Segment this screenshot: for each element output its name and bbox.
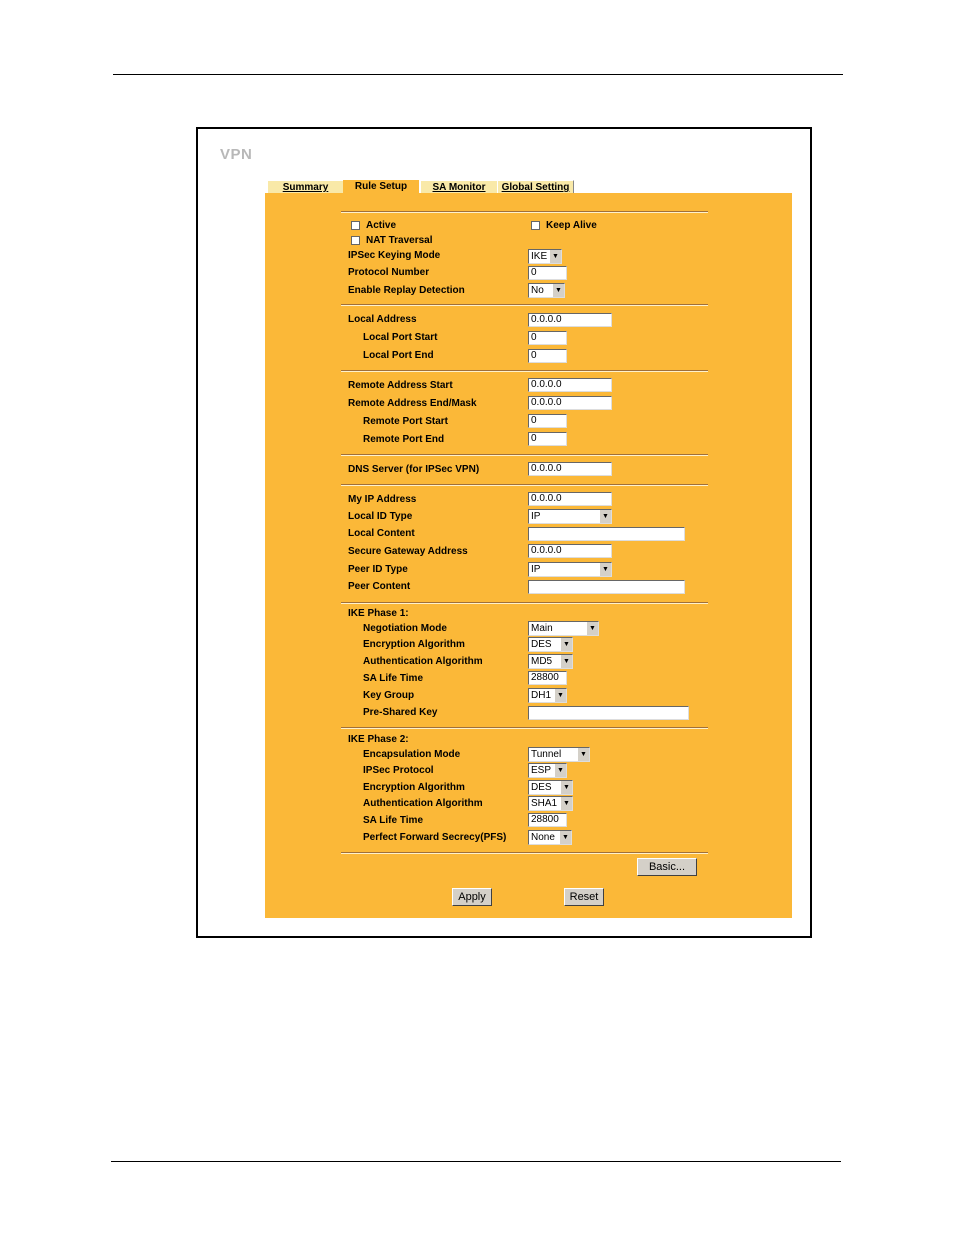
phase1-encryption-label: Encryption Algorithm	[363, 639, 465, 650]
phase2-sa-life-input[interactable]: 28800	[528, 813, 567, 827]
phase2-authentication-select[interactable]	[528, 796, 573, 811]
remote-port-end-label: Remote Port End	[363, 434, 445, 445]
local-port-end-input[interactable]: 0	[528, 349, 567, 363]
dns-server-input[interactable]: 0.0.0.0	[528, 462, 612, 476]
active-checkbox[interactable]	[351, 221, 360, 230]
divider	[341, 852, 708, 854]
chevron-down-icon[interactable]: ▼	[599, 563, 611, 576]
phase2-encryption-select[interactable]	[528, 780, 573, 795]
divider	[341, 370, 708, 372]
phase1-authentication-label: Authentication Algorithm	[363, 656, 483, 667]
ike-phase1-heading: IKE Phase 1:	[348, 608, 409, 619]
keep-alive-label: Keep Alive	[546, 220, 597, 231]
key-group-select[interactable]	[528, 688, 567, 703]
peer-content-input[interactable]	[528, 580, 685, 594]
remote-address-end-input[interactable]: 0.0.0.0	[528, 396, 612, 410]
local-id-type-select[interactable]	[528, 509, 612, 524]
local-port-start-input[interactable]: 0	[528, 331, 567, 345]
local-address-input[interactable]: 0.0.0.0	[528, 313, 612, 327]
ipsec-protocol-value: ESP	[531, 765, 552, 776]
phase1-encryption-select[interactable]	[528, 637, 573, 652]
protocol-number-input[interactable]: 0	[528, 266, 567, 280]
replay-detection-label: Enable Replay Detection	[348, 285, 465, 296]
phase2-encryption-value: DES	[531, 782, 552, 793]
phase2-authentication-value: SHA1	[531, 798, 558, 809]
my-ip-address-label: My IP Address	[348, 494, 417, 505]
ipsec-keying-mode-value: IKE	[531, 251, 548, 262]
page-title: VPN	[220, 146, 253, 163]
remote-port-start-input[interactable]: 0	[528, 414, 567, 428]
local-id-type-label: Local ID Type	[348, 511, 413, 522]
divider	[341, 454, 708, 456]
active-label: Active	[366, 220, 397, 231]
remote-address-start-input[interactable]: 0.0.0.0	[528, 378, 612, 392]
divider	[341, 304, 708, 306]
my-ip-address-input[interactable]: 0.0.0.0	[528, 492, 612, 506]
chevron-down-icon[interactable]: ▼	[552, 284, 564, 297]
pre-shared-key-input[interactable]	[528, 706, 689, 720]
remote-port-end-input[interactable]: 0	[528, 432, 567, 446]
reset-button[interactable]: Reset	[564, 888, 604, 906]
protocol-number-label: Protocol Number	[348, 267, 430, 278]
ipsec-protocol-label: IPSec Protocol	[363, 765, 434, 776]
chevron-down-icon[interactable]: ▼	[560, 655, 572, 668]
chevron-down-icon[interactable]: ▼	[560, 781, 572, 794]
secure-gateway-input[interactable]: 0.0.0.0	[528, 544, 612, 558]
chevron-down-icon[interactable]: ▼	[599, 510, 611, 523]
secure-gateway-label: Secure Gateway Address	[348, 546, 468, 557]
phase1-sa-life-input[interactable]: 28800	[528, 671, 567, 685]
replay-detection-value: No	[531, 285, 544, 296]
remote-address-start-label: Remote Address Start	[348, 380, 453, 391]
negotiation-mode-value: Main	[531, 623, 553, 634]
local-content-input[interactable]	[528, 527, 685, 541]
divider	[341, 484, 708, 486]
encapsulation-mode-value: Tunnel	[531, 749, 562, 760]
apply-button[interactable]: Apply	[452, 888, 492, 906]
local-address-label: Local Address	[348, 314, 417, 325]
pfs-label: Perfect Forward Secrecy(PFS)	[363, 832, 507, 843]
nat-traversal-label: NAT Traversal	[366, 235, 433, 246]
phase2-authentication-label: Authentication Algorithm	[363, 798, 483, 809]
ipsec-keying-mode-label: IPSec Keying Mode	[348, 250, 441, 261]
encapsulation-mode-select[interactable]	[528, 747, 590, 762]
peer-content-label: Peer Content	[348, 581, 411, 592]
chevron-down-icon[interactable]: ▼	[554, 764, 566, 777]
phase1-sa-life-label: SA Life Time	[363, 673, 424, 684]
pfs-value: None	[531, 832, 555, 843]
basic-button[interactable]: Basic...	[637, 858, 697, 876]
divider	[341, 602, 708, 604]
dns-server-label: DNS Server (for IPSec VPN)	[348, 464, 480, 475]
ike-phase2-heading: IKE Phase 2:	[348, 734, 409, 745]
local-port-start-label: Local Port Start	[363, 332, 438, 343]
chevron-down-icon[interactable]: ▼	[549, 250, 561, 263]
chevron-down-icon[interactable]: ▼	[586, 622, 598, 635]
divider	[341, 727, 708, 729]
ipsec-protocol-select[interactable]	[528, 763, 567, 778]
nat-traversal-checkbox[interactable]	[351, 236, 360, 245]
pre-shared-key-label: Pre-Shared Key	[363, 707, 438, 718]
phase2-sa-life-label: SA Life Time	[363, 815, 424, 826]
peer-id-type-value: IP	[531, 564, 541, 575]
local-id-type-value: IP	[531, 511, 541, 522]
pfs-select[interactable]	[528, 830, 572, 845]
phase1-authentication-select[interactable]	[528, 654, 573, 669]
remote-address-end-label: Remote Address End/Mask	[348, 398, 477, 409]
negotiation-mode-select[interactable]	[528, 621, 599, 636]
encapsulation-mode-label: Encapsulation Mode	[363, 749, 461, 760]
key-group-label: Key Group	[363, 690, 415, 701]
chevron-down-icon[interactable]: ▼	[559, 831, 571, 844]
page-footer-rule	[111, 1161, 841, 1162]
page-header-rule	[113, 74, 843, 75]
local-port-end-label: Local Port End	[363, 350, 434, 361]
ipsec-keying-mode-select[interactable]	[528, 249, 562, 264]
chevron-down-icon[interactable]: ▼	[577, 748, 589, 761]
key-group-value: DH1	[531, 690, 552, 701]
tab-rule-setup[interactable]: Rule Setup	[343, 180, 419, 193]
remote-port-start-label: Remote Port Start	[363, 416, 449, 427]
replay-detection-select[interactable]	[528, 283, 565, 298]
chevron-down-icon[interactable]: ▼	[560, 797, 572, 810]
peer-id-type-label: Peer ID Type	[348, 564, 408, 575]
phase1-encryption-value: DES	[531, 639, 552, 650]
chevron-down-icon[interactable]: ▼	[554, 689, 566, 702]
divider	[341, 211, 708, 213]
tab-sa-monitor[interactable]: SA Monitor	[420, 180, 498, 194]
chevron-down-icon[interactable]: ▼	[560, 638, 572, 651]
local-content-label: Local Content	[348, 528, 415, 539]
keep-alive-checkbox[interactable]	[531, 221, 540, 230]
phase1-authentication-value: MD5	[531, 656, 553, 667]
tab-summary[interactable]: Summary	[267, 180, 344, 194]
tab-global-setting[interactable]: Global Setting	[497, 180, 574, 194]
phase2-encryption-label: Encryption Algorithm	[363, 782, 465, 793]
peer-id-type-select[interactable]	[528, 562, 612, 577]
negotiation-mode-label: Negotiation Mode	[363, 623, 447, 634]
